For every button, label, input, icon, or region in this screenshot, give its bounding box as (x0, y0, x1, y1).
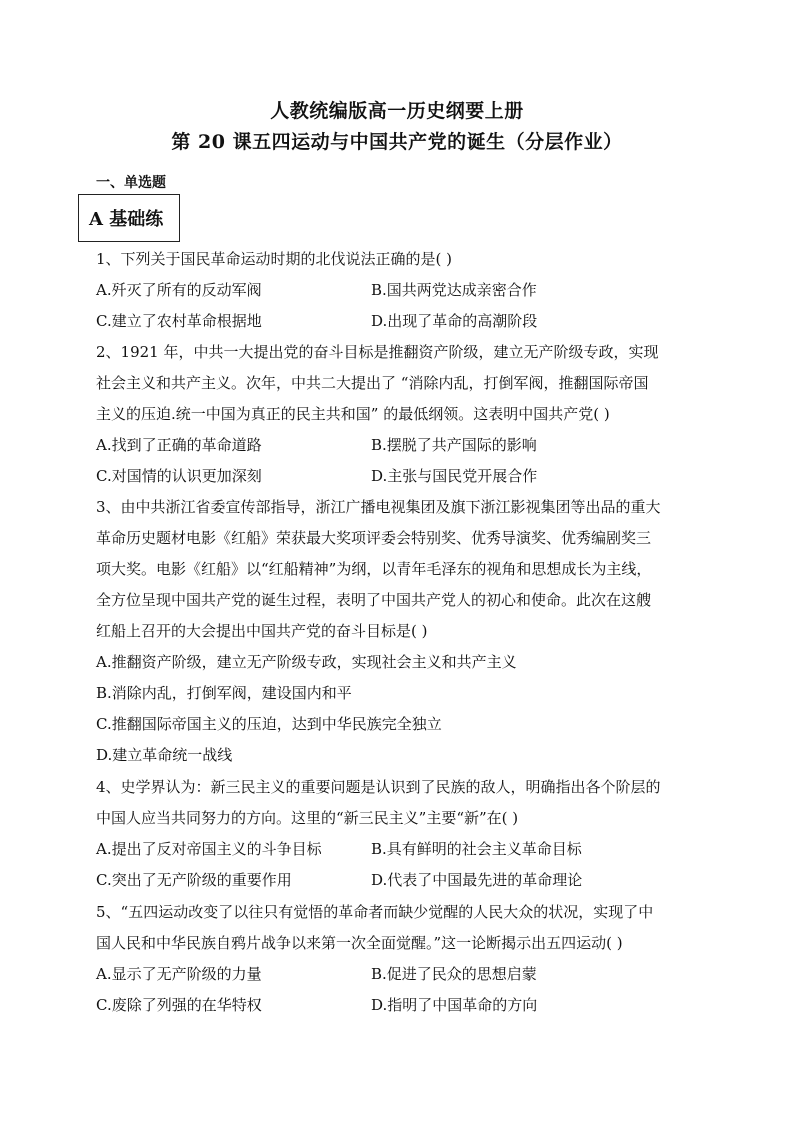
option-b: B.促进了民众的思想启蒙 (371, 965, 537, 983)
option-d: D.建立革命统一战线 (96, 746, 233, 764)
option-row (96, 306, 700, 337)
option-a: A.找到了正确的革命道路 (96, 436, 262, 454)
option-row (96, 959, 700, 990)
option-row (96, 834, 700, 865)
option-a: A.提出了反对帝国主义的斗争目标 (96, 840, 322, 858)
option-row (96, 430, 700, 461)
question-3 (96, 492, 700, 771)
option-row (96, 461, 700, 492)
option-c: C.建立了农村革命根据地 (96, 312, 262, 330)
option-d: D.出现了革命的高潮阶段 (371, 312, 538, 330)
question-text-line: 2、1921 年，中共一大提出党的奋斗目标是推翻资产阶级，建立无产阶级专政，实现 (96, 343, 659, 361)
option-d: D.指明了中国革命的方向 (371, 996, 538, 1014)
question-text-line: 社会主义和共产主义。次年，中共二大提出了 “消除内乱，打倒军阀，推翻国际帝国 (96, 374, 649, 392)
question-5 (96, 897, 700, 1021)
option-c: C.突出了无产阶级的重要作用 (96, 871, 292, 889)
option-a: A.显示了无产阶级的力量 (96, 965, 262, 983)
question-text-line: 主义的压迫.统一中国为真正的民主共和国” 的最低纲领。这表明中国共产党( ) (96, 405, 610, 423)
question-text-line: 5、“五四运动改变了以往只有觉悟的革命者而缺少觉醒的人民大众的状况，实现了中 (96, 903, 654, 921)
question-text-line: 4、史学界认为：新三民主义的重要问题是认识到了民族的敌人，明确指出各个阶层的 (96, 778, 661, 796)
question-4 (96, 772, 700, 896)
question-2 (96, 337, 700, 492)
question-text-line: 国人民和中华民族自鸦片战争以来第一次全面觉醒。”这一论断揭示出五四运动( ) (96, 934, 623, 952)
option-d: D.代表了中国最先进的革命理论 (371, 871, 583, 889)
question-text-line: 红船上召开的大会提出中国共产党的奋斗目标是( ) (96, 622, 428, 640)
question-text-line: 中国人应当共同努力的方向。这里的“新三民主义”主要“新”在( ) (96, 809, 519, 827)
option-b: B.具有鲜明的社会主义革命目标 (371, 840, 582, 858)
level-label-box (78, 194, 180, 242)
option-c: C.对国情的认识更加深刻 (96, 467, 262, 485)
option-a: A.推翻资产阶级，建立无产阶级专政，实现社会主义和共产主义 (96, 653, 517, 671)
question-text-line: 项大奖。电影《红船》以“红船精神”为纲，以青年毛泽东的视角和思想成长为主线， (96, 560, 652, 578)
option-c: C.推翻国际帝国主义的压迫，达到中华民族完全独立 (96, 715, 442, 733)
question-text-line: 革命历史题材电影《红船》荣获最大奖项评委会特别奖、优秀导演奖、优秀编剧奖三 (96, 529, 652, 547)
option-c: C.废除了列强的在华特权 (96, 996, 262, 1014)
document-subtitle: 第 20 课五四运动与中国共产党的诞生（分层作业） (171, 131, 623, 153)
option-b: B.国共两党达成亲密合作 (371, 281, 537, 299)
option-row (96, 990, 700, 1021)
option-b: B.消除内乱，打倒军阀，建设国内和平 (96, 684, 352, 702)
option-row (96, 275, 700, 306)
option-a: A.歼灭了所有的反动军阀 (96, 281, 262, 299)
document-title: 人教统编版高一历史纲要上册 (270, 100, 524, 122)
section-heading: 一、单选题 (96, 175, 166, 191)
level-label: A 基础练 (89, 209, 164, 230)
question-text-line: 全方位呈现中国共产党的诞生过程，表明了中国共产党人的初心和使命。此次在这艘 (96, 591, 652, 609)
question-text-line: 3、由中共浙江省委宣传部指导，浙江广播电视集团及旗下浙江影视集团等出品的重大 (96, 498, 661, 516)
option-row (96, 865, 700, 896)
option-b: B.摆脱了共产国际的影响 (371, 436, 537, 454)
question-text-line: 1、下列关于国民革命运动时期的北伐说法正确的是( ) (96, 250, 453, 268)
option-d: D.主张与国民党开展合作 (371, 467, 538, 485)
question-1 (96, 244, 700, 337)
